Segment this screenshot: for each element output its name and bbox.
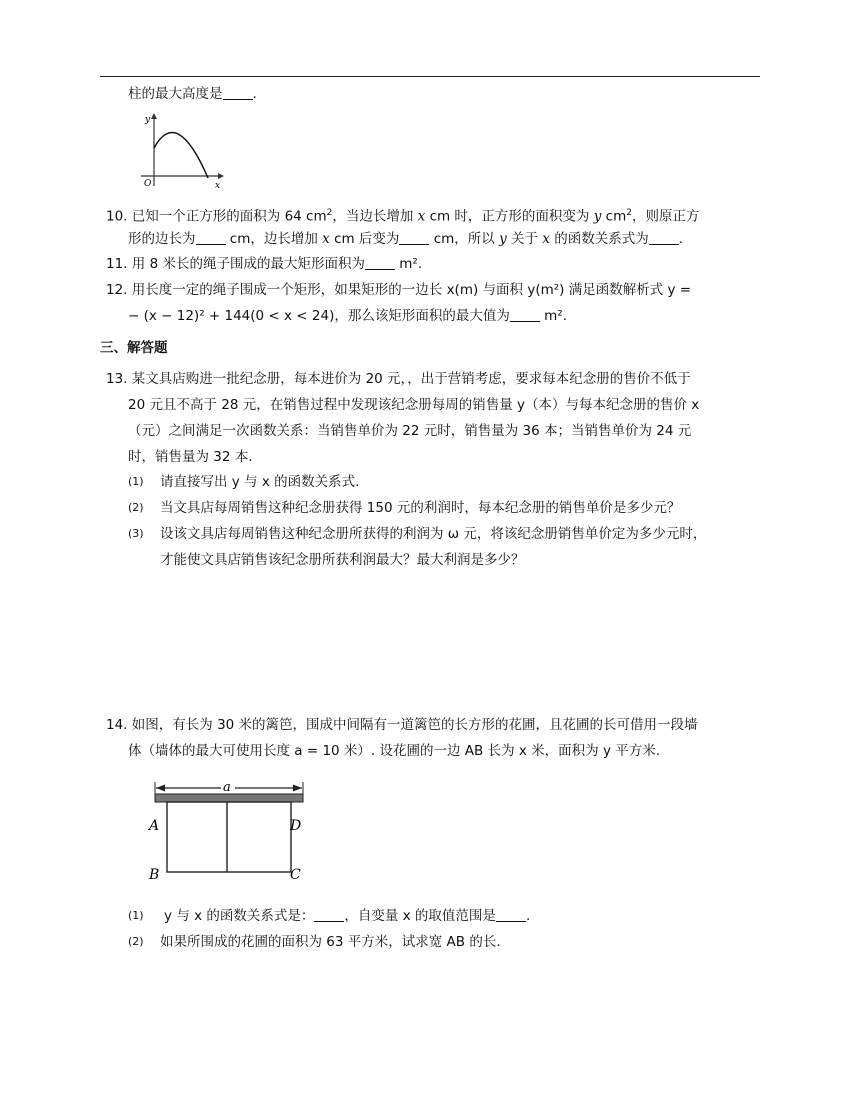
label-D: D: [290, 818, 302, 834]
q14-part1-num: (1): [128, 909, 144, 922]
label-A: A: [149, 818, 160, 834]
label-B: B: [149, 867, 160, 883]
q9-line: 柱的最大高度是 .: [128, 86, 257, 102]
q13-line2: 20 元且不高于 28 元，在销售过程中发现该纪念册每周的销售量 y（本）与每本纪念册的售价 x: [128, 397, 700, 413]
q14-part2-num: (2): [128, 935, 144, 948]
answer-blank: [196, 230, 226, 245]
answer-blank: [399, 230, 429, 245]
q14-line2: 体（墙体的最大可使用长度 a = 10 米）. 设花圃的一边 AB 长为 x 米，面积为 y 平方米.: [128, 743, 661, 759]
q13-part1-num: (1): [128, 475, 144, 488]
origin-label: O: [144, 179, 152, 189]
garden-rect: [167, 802, 291, 872]
parabola-graph: [135, 110, 230, 192]
answer-blank: [510, 307, 540, 322]
q12-line1: 12. 用长度一定的绳子围成一个矩形，如果矩形的一边长 x(m) 与面积 y(m²) 满足函数解析式 y =: [106, 282, 692, 298]
y-axis-arrow: [151, 113, 157, 119]
q13-part2-num: (2): [128, 501, 144, 514]
answer-blank: [223, 85, 253, 100]
q11-line: 11. 用 8 米长的绳子围成的最大矩形面积为 m².: [106, 256, 423, 272]
x-axis-label: x: [215, 181, 221, 191]
q13-part3-num: (3): [128, 527, 144, 540]
q14-part1: y 与 x 的函数关系式是： ，自变量 x 的取值范围是 .: [164, 908, 531, 924]
answer-blank: [365, 255, 395, 270]
q13-part2: 当文具店每周销售这种纪念册获得 150 元的利润时，每本纪念册的销售单价是多少元？: [160, 500, 681, 516]
wall-length-label: a: [223, 780, 231, 795]
q12-line2: − (x − 12)² + 144(0 < x < 24)，那么该矩形面积的最大值为 m².: [128, 308, 568, 324]
header-rule: [100, 76, 760, 77]
q13-part3-line1: 设该文具店每周销售这种纪念册所获得的利润为 ω 元，将该纪念册销售单价定为多少元时，: [160, 526, 707, 542]
q14-part2: 如果所围成的花圃的面积为 63 平方米，试求宽 AB 的长.: [160, 934, 501, 950]
answer-blank: [649, 230, 679, 245]
q14-line1: 14. 如图，有长为 30 米的篱笆，围成中间隔有一道篱笆的长方形的花圃，且花圃的长可借用一段墙: [106, 717, 698, 733]
q13-part1: 请直接写出 y 与 x 的函数关系式.: [160, 474, 360, 490]
label-C: C: [290, 867, 301, 883]
q13-line1: 13. 某文具店购进一批纪念册，每本进价为 20 元，，出于营销考虑，要求每本纪念册的售价不低于: [106, 371, 691, 387]
q10-line2: 形的边长为 cm，边长增加 x cm 后变为 cm，所以 y 关于 x 的函数关系式为 .: [128, 231, 684, 247]
q13-line4: 时，销售量为 32 本.: [128, 449, 253, 465]
x-axis-arrow: [218, 173, 224, 179]
dimension-arrow-right: [293, 785, 302, 792]
garden-figure: [145, 780, 315, 885]
q13-part3-line2: 才能使文具店销售该纪念册所获利润最大？最大利润是多少？: [160, 552, 525, 568]
dimension-arrow-left: [156, 785, 165, 792]
q13-line3: （元）之间满足一次函数关系：当销售单价为 22 元时，销售量为 36 本；当销售单价为 24 元: [128, 423, 692, 439]
q10-line1: 10. 已知一个正方形的面积为 64 $cm^2$，当边长增加 x cm 时，正方形的面积变为 y $cm^2$，则原正方: [106, 208, 700, 225]
parabola-curve: [154, 133, 208, 178]
answer-blank: [314, 907, 344, 922]
answer-blank: [496, 907, 526, 922]
y-axis-label: y: [145, 115, 151, 125]
section-title: 三、解答题: [100, 340, 168, 356]
wall: [155, 794, 303, 802]
